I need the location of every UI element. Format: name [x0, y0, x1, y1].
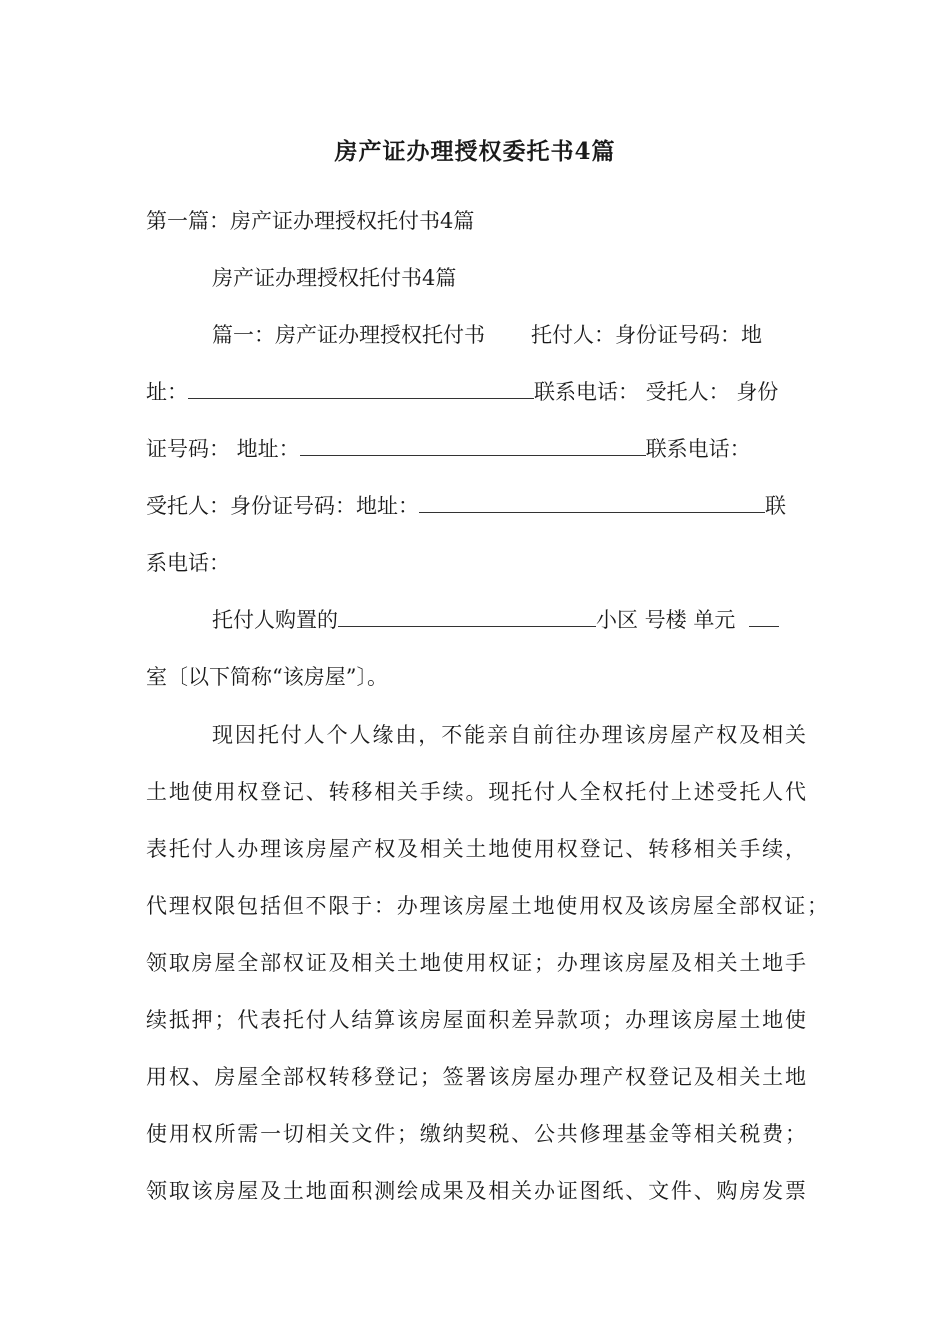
para3-line: 表托付人办理该房屋产权及相关土地使用权登记、转移相关手续， — [146, 837, 806, 861]
address-blank — [419, 492, 765, 513]
section-heading: 第一篇：房产证办理授权托付书4篇 — [146, 209, 475, 233]
room-blank — [749, 606, 779, 627]
para2-line1: 托付人购置的 小区 号楼 单元 — [212, 605, 779, 635]
para3-line: 续抵押；代表托付人结算该房屋面积差异款项；办理该房屋土地使 — [146, 1008, 806, 1032]
document-title: 房产证办理授权委托书4篇 — [334, 138, 616, 165]
para3-line: 用权、房屋全部权转移登记；签署该房屋办理产权登记及相关土地 — [146, 1065, 806, 1089]
para3-line: 领取该房屋及土地面积测绘成果及相关办证图纸、文件、购房发票 — [146, 1179, 806, 1203]
address-blank — [188, 378, 534, 399]
para1-line4: 受托人：身份证号码：地址： 联 — [146, 494, 786, 518]
para1-line3: 证号码： 地址： 联系电话： — [146, 437, 751, 461]
para3-line: 现因托付人个人缘由，不能亲自前往办理该房屋产权及相关 — [212, 723, 806, 747]
subsection-heading: 房产证办理授权托付书4篇 — [212, 266, 457, 290]
para1-line1: 篇一：房产证办理授权托付书 托付人：身份证号码：地 — [212, 323, 762, 347]
para3-line: 土地使用权登记、转移相关手续。现托付人全权托付上述受托人代 — [146, 780, 806, 804]
para2-line2: 室〔以下简称“该房屋”〕。 — [146, 665, 388, 689]
address-blank — [300, 435, 646, 456]
para1-line2: 址： 联系电话： 受托人： 身份 — [146, 380, 779, 404]
para1-line5: 系电话： — [146, 551, 230, 575]
para3-line: 代理权限包括但不限于：办理该房屋土地使用权及该房屋全部权证； — [146, 894, 828, 918]
para3-line: 领取房屋全部权证及相关土地使用权证；办理该房屋及相关土地手 — [146, 951, 806, 975]
community-blank — [338, 606, 596, 627]
para3-line: 使用权所需一切相关文件；缴纳契税、公共修理基金等相关税费； — [146, 1122, 806, 1146]
